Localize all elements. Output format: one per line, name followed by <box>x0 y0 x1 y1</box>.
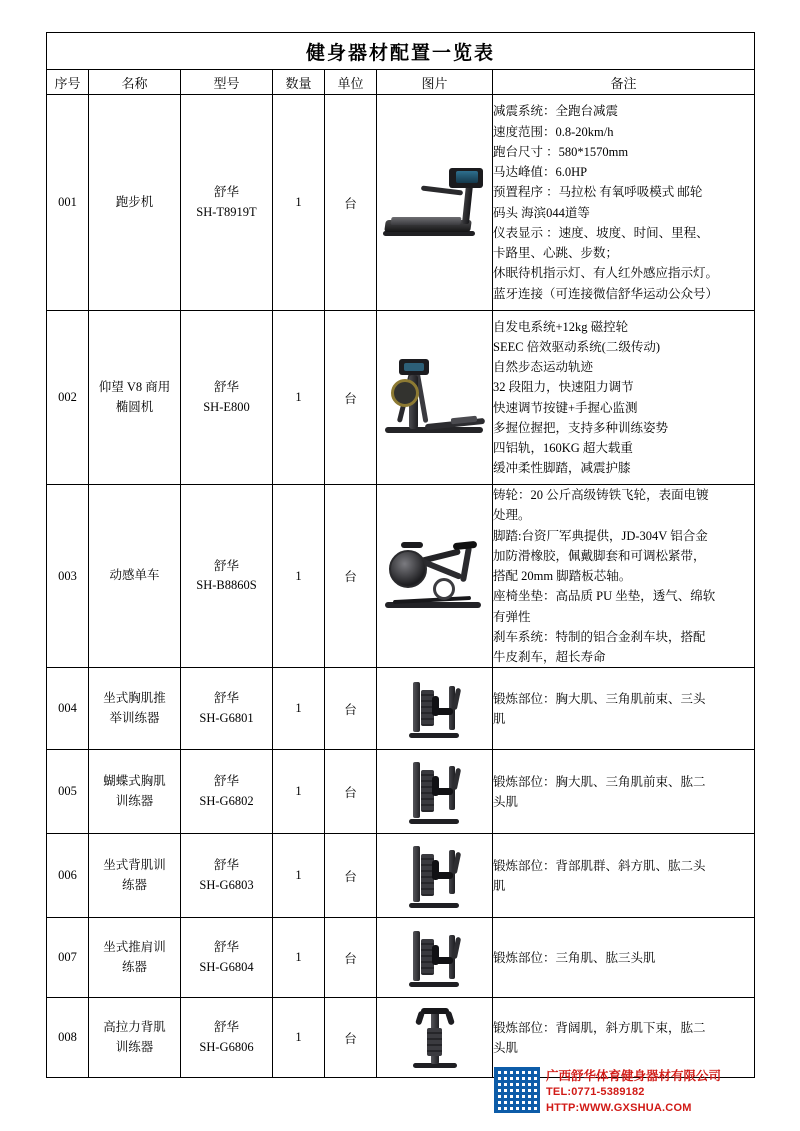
note-line: 32 段阻力，快速阻力调节 <box>493 380 634 395</box>
website-url[interactable]: HTTP:WWW.GXSHUA.COM <box>546 1102 692 1115</box>
treadmill-icon <box>381 164 489 242</box>
cell-qty: 1 <box>273 485 325 668</box>
column-header-model: 型号 <box>181 70 273 95</box>
company-name: 广西舒华体育健身器材有限公司 <box>546 1069 722 1083</box>
cell-qty: 1 <box>273 95 325 311</box>
note-line: 减震系统：全跑台减震 <box>493 104 619 119</box>
phone-number: TEL:0771-5389182 <box>546 1086 645 1099</box>
table-row <box>47 834 755 918</box>
table-row <box>47 311 755 485</box>
cell-model <box>181 95 273 311</box>
elliptical-image <box>377 355 492 441</box>
name-line: 练器 <box>121 877 147 892</box>
column-header-name: 名称 <box>89 70 181 95</box>
cell-seq: 002 <box>47 311 89 485</box>
note-line: 锻炼部位：三角肌、肱三头肌 <box>493 950 656 965</box>
note-line: 预置程序 ：马拉松 有氧呼吸模式 邮轮 <box>493 185 703 200</box>
note-line: 座椅坐垫：高品质 PU 坐垫，透气、绵软 <box>493 589 716 604</box>
cell-name <box>89 95 181 311</box>
cell-qty: 1 <box>273 750 325 834</box>
note-line: 快速调节按键+手握心监测 <box>493 400 638 415</box>
cell-unit: 台 <box>325 834 377 918</box>
note-line: 铸轮：20 公斤高级铸铁飞轮，表面电镀 <box>493 488 709 502</box>
model-brand: 舒华 <box>213 691 239 706</box>
model-code: SH-G6802 <box>199 793 254 808</box>
note-line: 搭配 20mm 脚踏板芯轴。 <box>493 569 632 583</box>
note-line: 锻炼部位：背阔肌，斜方肌下束，肱二 <box>493 1020 706 1035</box>
cell-seq: 005 <box>47 750 89 834</box>
cell-notes <box>493 95 755 311</box>
note-line: 跑台尺寸 ：580*1570mm <box>493 144 629 159</box>
footer-text <box>546 1067 721 1117</box>
table-row <box>47 918 755 998</box>
column-header-notes: 备注 <box>493 70 755 95</box>
model-code: SH-B8860S <box>196 578 257 593</box>
note-line: 刹车系统：特制的铝合金刹车块，搭配 <box>493 629 706 644</box>
cell-picture <box>377 311 493 485</box>
cell-notes <box>493 750 755 834</box>
name-line: 练器 <box>121 959 147 974</box>
note-line: 锻炼部位：胸大肌、三角肌前束、肱二 <box>493 774 706 789</box>
spin-bike-icon <box>379 536 491 616</box>
model-code: SH-G6804 <box>199 959 254 974</box>
pec-fly-icon <box>405 758 465 826</box>
column-header-seq: 序号 <box>47 70 89 95</box>
lat-pulldown-icon <box>407 1006 463 1070</box>
note-line: 四铝轨，160KG 超大载重 <box>493 441 633 455</box>
cell-qty: 1 <box>273 918 325 998</box>
chest-press-image <box>377 678 492 740</box>
cell-notes <box>493 918 755 998</box>
model-code: SH-G6801 <box>199 710 254 725</box>
note-line: 肌 <box>493 878 506 893</box>
note-line: 码头 海滨044道等 <box>493 205 590 220</box>
model-brand: 舒华 <box>213 774 239 789</box>
cell-seq: 004 <box>47 668 89 750</box>
note-line: 锻炼部位：背部肌群、斜方肌、肱二头 <box>493 858 706 873</box>
cell-name <box>89 998 181 1078</box>
note-line: 脚踏:台资厂军典提供，JD-304V 铝合金 <box>493 528 708 543</box>
cell-picture <box>377 834 493 918</box>
table-row <box>47 485 755 668</box>
table-row <box>47 668 755 750</box>
note-line: 自然步态运动轨迹 <box>493 360 594 374</box>
cell-model <box>181 998 273 1078</box>
cell-qty: 1 <box>273 998 325 1078</box>
note-line: 有弹性 <box>493 609 531 624</box>
cell-seq: 008 <box>47 998 89 1078</box>
lat-pulldown-image <box>377 1006 492 1070</box>
name-line: 举训练器 <box>109 710 160 725</box>
equipment-table <box>46 32 755 1078</box>
note-line: 蓝牙连接（可连接微信舒华运动公众号） <box>493 286 719 301</box>
note-line: 马达峰值：6.0HP <box>493 165 588 179</box>
name-line: 跑步机 <box>115 194 154 209</box>
note-line: 休眠待机指示灯、有人红外感应指示灯。 <box>493 266 719 281</box>
name-line: 坐式胸肌推 <box>103 691 166 706</box>
model-brand: 舒华 <box>213 1020 239 1035</box>
model-brand: 舒华 <box>213 185 239 200</box>
note-line: 加防滑橡胶，佩戴脚套和可调松紧带， <box>493 548 706 563</box>
cell-seq: 001 <box>47 95 89 311</box>
note-line: 牛皮刹车，超长寿命 <box>493 650 606 664</box>
cell-name <box>89 750 181 834</box>
treadmill-image <box>377 164 492 242</box>
name-line: 坐式背肌训 <box>103 858 166 873</box>
cell-model <box>181 750 273 834</box>
cell-name <box>89 668 181 750</box>
cell-picture <box>377 95 493 311</box>
table-row <box>47 95 755 311</box>
name-line: 椭圆机 <box>115 399 154 414</box>
column-header-qty: 数量 <box>273 70 325 95</box>
model-code: SH-G6806 <box>199 1039 254 1054</box>
cell-model <box>181 918 273 998</box>
cell-notes <box>493 668 755 750</box>
seated-row-image <box>377 842 492 910</box>
cell-unit: 台 <box>325 95 377 311</box>
name-line: 动感单车 <box>109 568 160 583</box>
note-line: 锻炼部位：胸大肌、三角肌前束、三头 <box>493 691 706 706</box>
seated-row-icon <box>405 842 465 910</box>
cell-model <box>181 311 273 485</box>
name-line: 训练器 <box>115 793 154 808</box>
model-brand: 舒华 <box>213 380 239 395</box>
shoulder-press-image <box>377 927 492 989</box>
elliptical-icon <box>379 355 491 441</box>
cell-qty: 1 <box>273 834 325 918</box>
cell-model <box>181 668 273 750</box>
table-row <box>47 750 755 834</box>
note-line: 仪表显示 ：速度、坡度、时间、里程、 <box>493 225 709 240</box>
cell-qty: 1 <box>273 668 325 750</box>
note-line: 自发电系统+12kg 磁控轮 <box>493 319 629 334</box>
cell-unit: 台 <box>325 750 377 834</box>
cell-picture <box>377 485 493 668</box>
table-title-row <box>47 33 755 70</box>
note-line: 卡路里、心跳、步数； <box>493 246 619 260</box>
cell-seq: 003 <box>47 485 89 668</box>
column-header-unit: 单位 <box>325 70 377 95</box>
cell-name <box>89 485 181 668</box>
cell-seq: 006 <box>47 834 89 918</box>
note-line: 头肌 <box>493 1040 519 1055</box>
cell-unit: 台 <box>325 311 377 485</box>
name-line: 仰望 V8 商用 <box>98 380 171 395</box>
note-line: 多握位握把，支持多种训练姿势 <box>493 420 669 435</box>
cell-model <box>181 834 273 918</box>
cell-picture <box>377 750 493 834</box>
pec-fly-image <box>377 758 492 826</box>
cell-unit: 台 <box>325 668 377 750</box>
spin-bike-image <box>377 536 492 616</box>
model-code: SH-E800 <box>203 399 250 414</box>
model-brand: 舒华 <box>213 858 239 873</box>
qr-code-icon <box>494 1067 540 1113</box>
name-line: 蝴蝶式胸肌 <box>103 774 166 789</box>
cell-unit: 台 <box>325 918 377 998</box>
cell-qty: 1 <box>273 311 325 485</box>
model-code: SH-G6803 <box>199 877 254 892</box>
table-header-row <box>47 70 755 95</box>
cell-picture <box>377 998 493 1078</box>
footer <box>494 1067 794 1117</box>
cell-unit: 台 <box>325 998 377 1078</box>
cell-name <box>89 918 181 998</box>
cell-name <box>89 311 181 485</box>
cell-notes <box>493 998 755 1078</box>
shoulder-press-icon <box>405 927 465 989</box>
cell-notes <box>493 834 755 918</box>
page-title: 健身器材配置一览表 <box>47 33 755 70</box>
cell-picture <box>377 918 493 998</box>
note-line: 速度范围：0.8-20km/h <box>493 124 614 139</box>
name-line: 高拉力背肌 <box>103 1020 166 1035</box>
note-line: 缓冲柔性脚踏，减震护膝 <box>493 461 631 476</box>
cell-seq: 007 <box>47 918 89 998</box>
model-code: SH-T8919T <box>196 204 257 219</box>
model-brand: 舒华 <box>213 940 239 955</box>
chest-press-icon <box>405 678 465 740</box>
note-line: 处理。 <box>493 508 531 523</box>
cell-name <box>89 834 181 918</box>
cell-model <box>181 485 273 668</box>
note-line: 头肌 <box>493 794 519 809</box>
model-brand: 舒华 <box>213 558 239 573</box>
table-row <box>47 998 755 1078</box>
cell-unit: 台 <box>325 485 377 668</box>
cell-notes <box>493 485 755 668</box>
name-line: 训练器 <box>115 1039 154 1054</box>
note-line: 肌 <box>493 711 506 726</box>
name-line: 坐式推肩训 <box>103 940 166 955</box>
cell-picture <box>377 668 493 750</box>
cell-notes <box>493 311 755 485</box>
note-line: SEEC 倍效驱动系统(二级传动) <box>493 339 661 354</box>
column-header-picture: 图片 <box>377 70 493 95</box>
